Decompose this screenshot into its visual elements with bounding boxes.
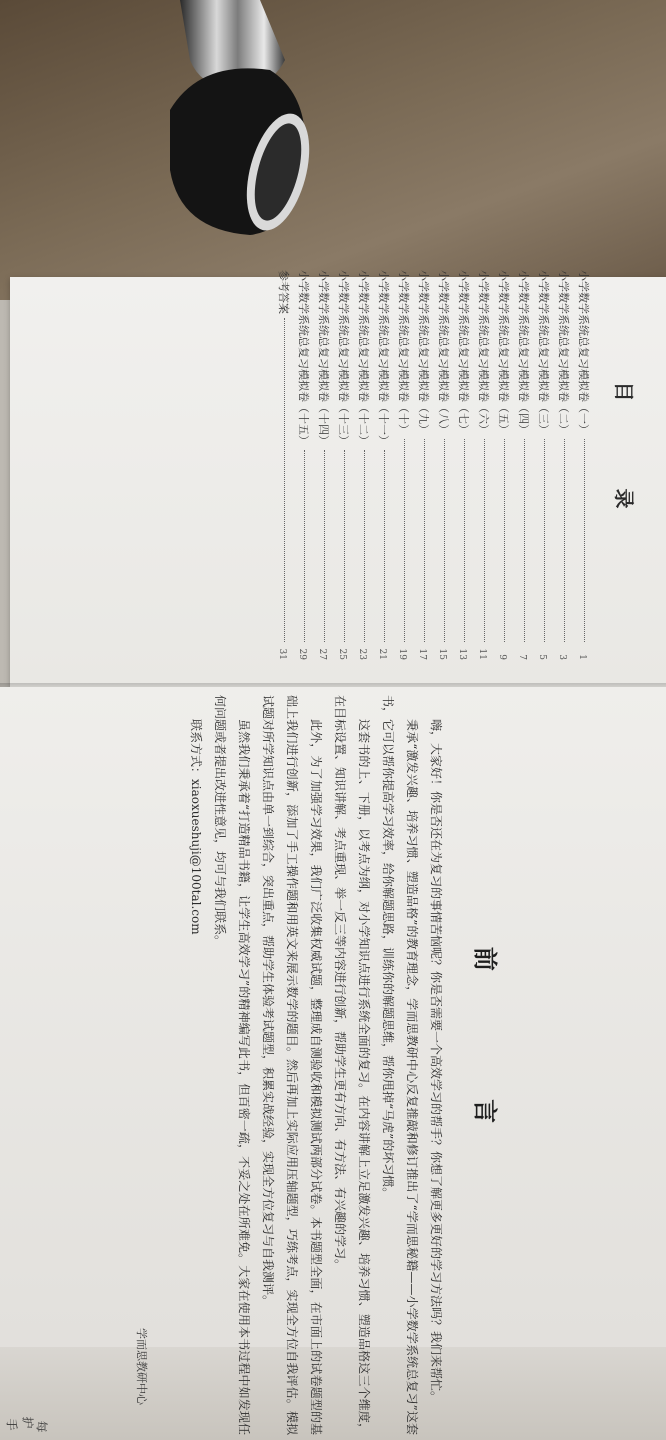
- toc-leader-dots: [324, 450, 325, 642]
- toc-item: [553, 270, 573, 660]
- toc-item-page: 7: [517, 654, 527, 660]
- preface-paragraph: 此外，为了加强学习效果，我们广泛收集权威试题，整理成自测验收和模拟测试两部分试卷。本书题型全面，在市面上的试卷题型的基础上我们进行创新，添加了手工操作题和用英文来展示数学的题目。然后再加上实际应用压轴题型，巧练考点，实现全方位自我评估。模拟试题对所学知识点由单一到综合，突出重点，帮助学生体验考试题型，积累实战经验，实现全方位复习与自我测评。: [261, 695, 323, 1435]
- edge-char: 每: [34, 1420, 49, 1433]
- toc-item-page: 29: [297, 648, 307, 660]
- toc-item-label: 小学数学系统总复习模拟卷（十三）: [337, 270, 350, 446]
- toc-title: 目 录: [612, 381, 636, 549]
- toc-item: [273, 270, 293, 660]
- toc-item-label: 小学数学系统总复习模拟卷（十一）: [377, 270, 390, 446]
- toc-item-page: 27: [317, 648, 327, 660]
- toc-item: [373, 270, 393, 660]
- toc-item-page: 23: [357, 648, 367, 660]
- toc-item-label: 小学数学系统总复习模拟卷（十二）: [357, 270, 370, 446]
- toc-item-label: 小学数学系统总复习模拟卷（六）: [477, 270, 490, 435]
- toc-item-label: 小学数学系统总复习模拟卷（十）: [397, 270, 410, 435]
- toc-item: [513, 270, 533, 660]
- toc-item-label: 小学数学系统总复习模拟卷（十四）: [317, 270, 330, 446]
- toc-item: [333, 270, 353, 660]
- toc-item: [473, 270, 493, 660]
- chair-wheel: [160, 0, 320, 240]
- toc-list: [273, 270, 593, 660]
- toc-leader-dots: [444, 439, 445, 642]
- toc-item-label: 小学数学系统总复习模拟卷（十五）: [297, 270, 310, 446]
- toc-item-label: 小学数学系统总复习模拟卷（二）: [557, 270, 570, 435]
- preface-contact: 联系方式：xiaoxueshuji@100tal.com: [189, 719, 203, 935]
- preface-title: 前 言: [471, 946, 500, 1184]
- toc-item-page: 19: [397, 648, 407, 660]
- toc-leader-dots: [484, 439, 485, 642]
- toc-item: [573, 270, 593, 660]
- toc-item-page: 11: [477, 648, 487, 660]
- toc-item-label: 小学数学系统总复习模拟卷（一）: [577, 270, 590, 435]
- toc-item-page: 13: [457, 648, 467, 660]
- toc-item: [533, 270, 553, 660]
- edge-char: 护: [20, 1416, 35, 1429]
- toc-item: [453, 270, 473, 660]
- toc-item-label: 小学数学系统总复习模拟卷（三）: [537, 270, 550, 435]
- toc-leader-dots: [404, 439, 405, 642]
- toc-leader-dots: [304, 450, 305, 642]
- toc-item: [393, 270, 413, 660]
- toc-item-label: 小学数学系统总复习模拟卷（八）: [437, 270, 450, 435]
- preface-section: [5, 695, 505, 1435]
- preface-paragraph: 嗨，大家好！你是否还在为复习的事情苦恼呢？你是否需要一个高效学习的帮手？你想了解更多更好的学习方法吗？我们来帮忙。: [429, 719, 443, 1404]
- toc-item-page: 17: [417, 648, 427, 660]
- toc-item-page: 3: [557, 654, 567, 660]
- toc-item: [413, 270, 433, 660]
- toc-item-label: 小学数学系统总复习模拟卷（四）: [517, 270, 530, 435]
- toc-item-label: 小学数学系统总复习模拟卷（九）: [417, 270, 430, 435]
- toc-leader-dots: [284, 318, 285, 642]
- toc-item-label: 参考答案: [277, 270, 290, 314]
- toc-item-page: 1: [577, 654, 587, 660]
- toc-item-label: 小学数学系统总复习模拟卷（七）: [457, 270, 470, 435]
- toc-item-page: 5: [537, 654, 547, 660]
- toc-item-page: 25: [337, 648, 347, 660]
- preface-paragraph: 虽然我们秉承着“打造精品书籍，让学生高效学习”的精神编写此书，但百密一疏，不妥之处在所难免。大家在使用本书过程中如发现任何问题或者提出改进性意见，均可与我们联系。: [213, 695, 251, 1435]
- toc-item: [293, 270, 313, 660]
- toc-leader-dots: [524, 439, 525, 642]
- preface-paragraph: 这套书的上、下册，以考点为纲，对小学知识点进行系统全面的复习。在内容讲解上立足激发兴趣、培养习惯、塑造品格这三个维度，在目标设置、知识讲解、考点重现、举一反三等内容进行创新，帮助学生更有方向、有方法、有兴趣的学习。: [333, 695, 371, 1435]
- page-edge-text: [0, 1392, 49, 1440]
- toc-item-label: 小学数学系统总复习模拟卷（五）: [497, 270, 510, 435]
- preface-signature: 学而思教研中心: [135, 1328, 148, 1405]
- toc-leader-dots: [464, 439, 465, 642]
- toc-leader-dots: [544, 439, 545, 642]
- toc-leader-dots: [384, 450, 385, 642]
- preface-paragraph: 秉承“激发兴趣、培养习惯、塑造品格”的教育理念，学而思教研中心反复推敲和修订推出了“学而思秘籍——小学数学系统总复习”这套书，它可以帮你提高学习效率，给你解题思路，训练你的解题思维，帮你甩掉“马虎”的坏习惯。: [381, 695, 419, 1435]
- toc-leader-dots: [344, 450, 345, 642]
- toc-item: [353, 270, 373, 660]
- toc-leader-dots: [424, 439, 425, 642]
- edge-char: 手: [4, 1418, 19, 1431]
- toc-leader-dots: [584, 439, 585, 642]
- toc-leader-dots: [564, 439, 565, 642]
- toc-item-page: 15: [437, 648, 447, 660]
- toc-item: [493, 270, 513, 660]
- toc-item-page: 21: [377, 648, 387, 660]
- toc-leader-dots: [504, 439, 505, 642]
- toc-item-page: 9: [497, 654, 507, 660]
- toc-item: [313, 270, 333, 660]
- toc-section: [80, 270, 640, 660]
- toc-item-page: 31: [277, 648, 287, 660]
- toc-leader-dots: [364, 450, 365, 642]
- toc-item: [433, 270, 453, 660]
